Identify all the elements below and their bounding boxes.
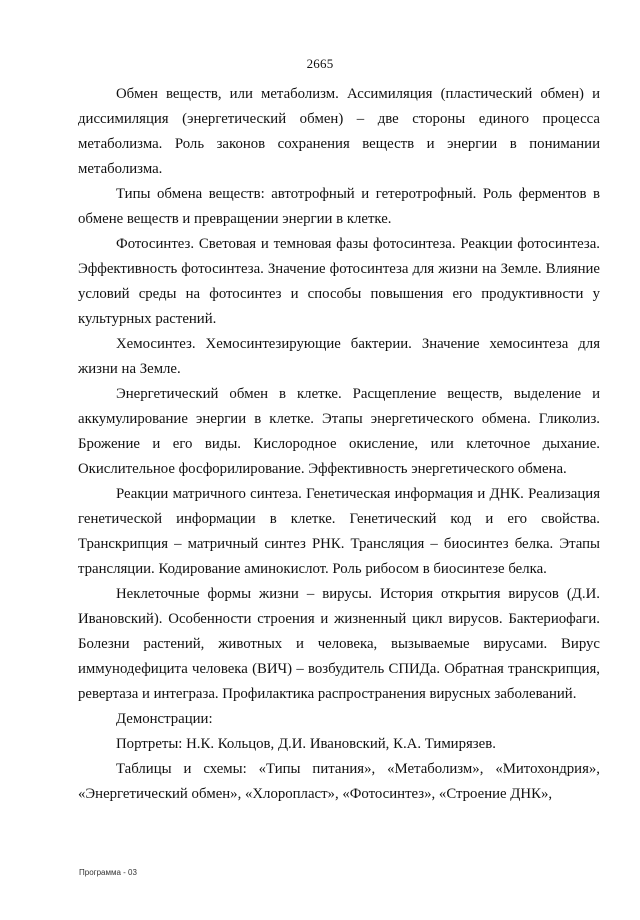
paragraph-photosynthesis: Фотосинтез. Световая и темновая фазы фотосинтеза. Реакции фотосинтеза. Эффективность фотосинтеза. Значение фотосинтеза для жизни на Земле. Влияние условий среды на фотосинтез и способы повышения его продуктивности у культурных растений. — [78, 236, 600, 327]
page-number: 2665 — [306, 56, 334, 71]
paragraph-metabolism: Обмен веществ, или метаболизм. Ассимиляция (пластический обмен) и диссимиляция (энергетический обмен) – две стороны единого процесса метаболизма. Роль законов сохранения веществ и энергии в понимании метаболизма. — [78, 86, 600, 177]
document-body — [78, 82, 600, 807]
paragraph-viruses: Неклеточные формы жизни – вирусы. История открытия вирусов (Д.И. Ивановский). Особенности строения и жизненный цикл вирусов. Бактериофаги. Болезни растений, животных и человека, вызываемые вирусами. Вирус иммунодефицита человека (ВИЧ) – возбудитель СПИДа. Обратная транскрипция, ревертаза и интеграза. Профилактика распространения вирусных заболеваний. — [78, 586, 600, 702]
paragraph-tables-schemes: Таблицы и схемы: «Типы питания», «Метаболизм», «Митохондрия», «Энергетический обмен», «Хлоропласт», «Фотосинтез», «Строение ДНК», — [78, 761, 600, 802]
page-footer: Программа - 03 — [79, 868, 137, 877]
paragraph-demonstrations: Демонстрации: — [116, 711, 213, 727]
paragraph-chemosynthesis: Хемосинтез. Хемосинтезирующие бактерии. Значение хемосинтеза для жизни на Земле. — [78, 336, 600, 377]
paragraph-energy-exchange: Энергетический обмен в клетке. Расщепление веществ, выделение и аккумулирование энергии в клетке. Этапы энергетического обмена. Гликолиз. Брожение и его виды. Кислородное окисление, или клеточное дыхание. Окислительное фосфорилирование. Эффективность энергетического обмена. — [78, 386, 600, 477]
paragraph-portraits: Портреты: Н.К. Кольцов, Д.И. Ивановский, К.А. Тимирязев. — [116, 736, 496, 752]
paragraph-matrix-synthesis: Реакции матричного синтеза. Генетическая информация и ДНК. Реализация генетической информации в клетке. Генетический код и его свойства. Транскрипция – матричный синтез РНК. Трансляция – биосинтез белка. Этапы трансляции. Кодирование аминокислот. Роль рибосом в биосинтезе белка. — [78, 486, 600, 577]
paragraph-metabolism-types: Типы обмена веществ: автотрофный и гетеротрофный. Роль ферментов в обмене веществ и превращении энергии в клетке. — [78, 186, 600, 227]
